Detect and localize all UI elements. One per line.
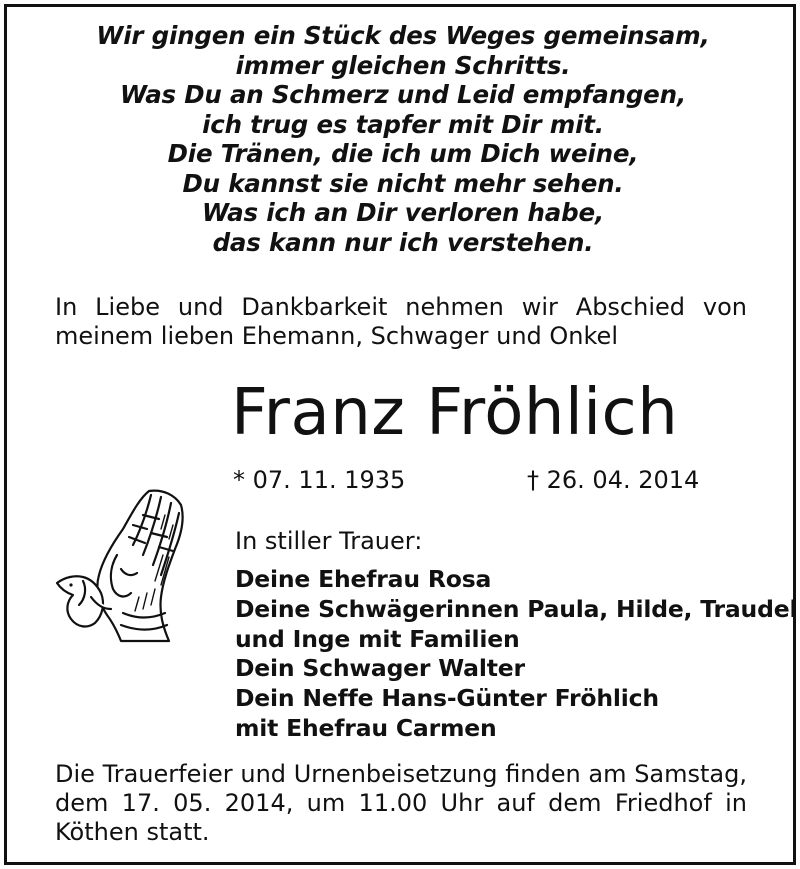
poem-line: das kann nur ich verstehen. xyxy=(212,227,594,257)
poem-line: immer gleichen Schritts. xyxy=(235,50,571,80)
intro-line: meinem lieben Ehemann, Schwager und Onkel xyxy=(55,322,618,350)
intro-line: In Liebe und Dankbarkeit nehmen wir Abschied von xyxy=(55,293,747,321)
poem-line: Du kannst sie nicht mehr sehen. xyxy=(182,168,624,198)
poem-line: ich trug es tapfer mit Dir mit. xyxy=(202,109,604,139)
mourner-line: Dein Neffe Hans-Günter Fröhlich xyxy=(235,684,659,713)
mourners-list xyxy=(235,565,797,744)
funeral-info-line: Die Trauerfeier und Urnenbeisetzung finden am Samstag, xyxy=(55,760,747,788)
farewell-intro xyxy=(55,293,747,351)
dove-eye xyxy=(69,583,72,586)
mourner-line: und Inge mit Familien xyxy=(235,624,520,653)
poem-line: Was ich an Dir verloren habe, xyxy=(202,198,604,227)
mourning-label: In stiller Trauer: xyxy=(235,527,423,555)
death-date: † 26. 04. 2014 xyxy=(527,466,700,494)
praying-hands-with-dove-icon xyxy=(51,485,201,650)
funeral-info-line: dem 17. 05. 2014, um 11.00 Uhr auf dem Friedhof in xyxy=(55,789,747,817)
mourner-line: Dein Schwager Walter xyxy=(235,654,525,683)
mourner-line: mit Ehefrau Carmen xyxy=(235,713,497,742)
poem-line: Was Du an Schmerz und Leid empfangen, xyxy=(120,80,686,109)
birth-date: * 07. 11. 1935 xyxy=(233,466,406,494)
poem-line: Wir gingen ein Stück des Weges gemeinsam, xyxy=(96,21,710,50)
obituary-frame xyxy=(4,4,796,865)
memorial-poem xyxy=(7,21,799,257)
deceased-name: Franz Fröhlich xyxy=(231,376,679,450)
mourner-line: Deine Schwägerinnen Paula, Hilde, Traudel xyxy=(235,594,798,623)
funeral-info xyxy=(55,760,747,847)
poem-line: Die Tränen, die ich um Dich weine, xyxy=(167,139,639,168)
mourner-line: Deine Ehefrau Rosa xyxy=(235,565,492,593)
funeral-info-line: Köthen statt. xyxy=(55,818,210,846)
